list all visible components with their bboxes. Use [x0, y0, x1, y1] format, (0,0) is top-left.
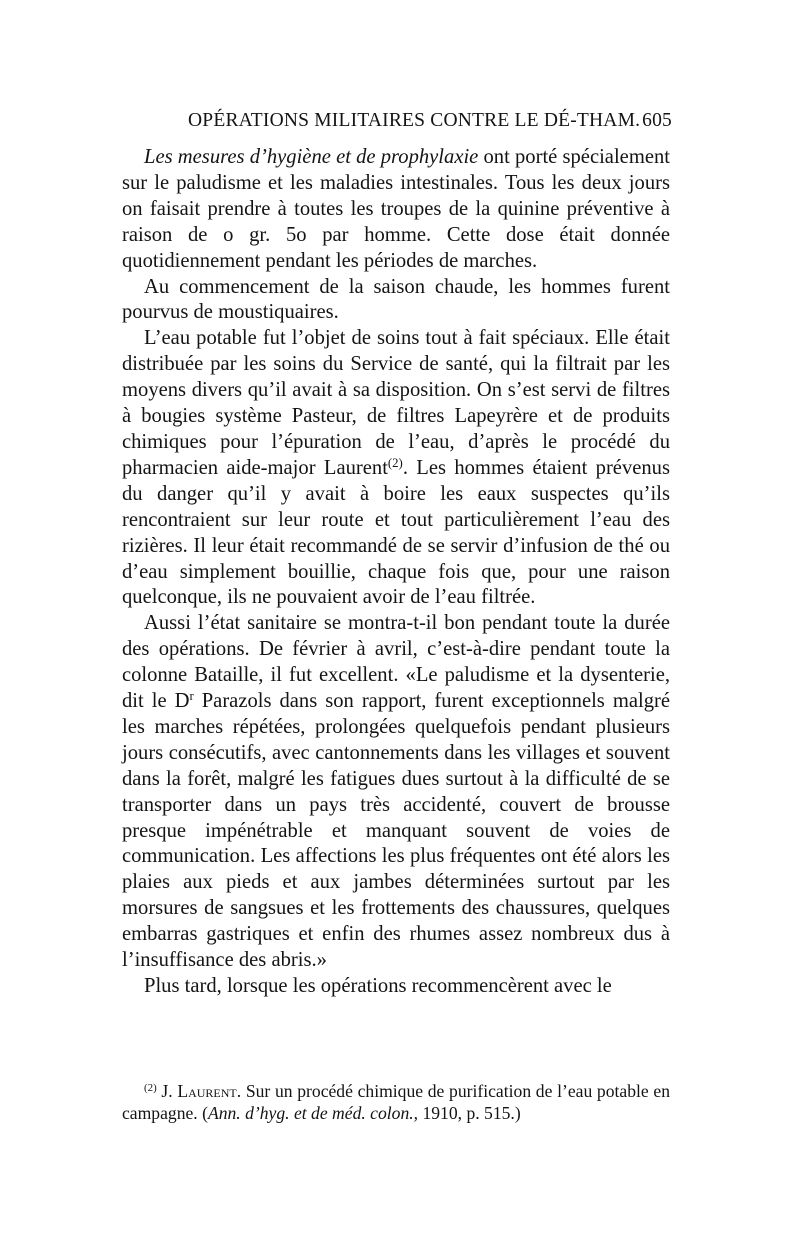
- paragraph-moustiquaires: Au commencement de la saison chaude, les hommes furent pourvus de moustiquaires.: [122, 275, 670, 324]
- paragraph-etat-sanitaire: [122, 611, 670, 974]
- paragraph-plus-tard: Plus tard, lorsque les opérations recommencèrent avec le: [144, 975, 612, 997]
- running-header: [120, 110, 680, 140]
- footnote-author: J. Laurent.: [161, 1081, 242, 1101]
- italic-phrase: Les mesures d’hygiène et de prophylaxie: [144, 146, 479, 168]
- footnote: [122, 1080, 670, 1124]
- footnote-title: Sur un procédé chimique de purification de l’eau potable en campagne. (: [122, 1081, 670, 1123]
- paragraph-eau-potable: [122, 326, 670, 611]
- paragraph-text: Parazols dans son rapport, furent exceptionnels malgré les marches répétées, prolongées quelquefois pendant plusieurs jours consécutifs, avec cantonnements dans les villages et souvent dans la forêt, malgré les fatigues dues surtout à la difficulté de se transporter dans un pays très accidenté, couvert de brousse presque impénétrable et manquant souvent de voies de communication. Les affections les plus fréquentes ont été alors les plaies aux pieds et aux jambes déterminées surtout par les morsures de sangsues et les frottements des chaussures, quelques embarras gastriques et enfin des rhumes assez nombreux dus à l’insuffisance des abris.»: [122, 690, 670, 972]
- footnote-text: [122, 1080, 670, 1124]
- superscript: r: [189, 689, 194, 704]
- paragraph-text: ont porté spécialement sur le paludisme et les maladies intestinales. Tous les deux jours on faisait prendre à toutes les troupes de la quinine préventive à raison de o gr. 5o par homme. Cette dose était donnée quotidiennement pendant les périodes de marches.: [122, 146, 670, 272]
- paragraph-text: Aussi l’état sanitaire se montra-t-il bon pendant toute la durée des opérations. De février à avril, c’est-à-dire pendant toute la colonne Bataille, il fut excellent. «Le paludisme et la dysenterie, dit le D: [122, 612, 670, 713]
- paragraph-hygiene: [122, 145, 670, 275]
- footnote-marker: (2): [144, 1082, 157, 1094]
- paragraph-text: L’eau potable fut l’objet de soins tout à fait spéciaux. Elle était distribuée par les soins du Service de santé, qui la filtrait par les moyens divers qu’il avait à sa disposition. On s’est servi de filtres à bougies système Pasteur, de filtres Lapeyrère et de produits chimiques pour l’épuration de l’eau, d’après le procédé du pharmacien aide-major Laurent: [122, 327, 670, 479]
- body-text: [122, 145, 670, 1000]
- footnote-citation: Ann. d’hyg. et de méd. colon.,: [207, 1103, 419, 1123]
- footnote-reference: (2): [387, 455, 403, 470]
- footnote-year-page: 1910, p. 515.): [418, 1103, 521, 1123]
- paragraph-text: . Les hommes étaient prévenus du danger qu’il y avait à boire les eaux suspectes qu’ils rencontraient sur leur route et tout particulièrement l’eau des rizières. Il leur était recommandé de se servir d’infusion de thé ou d’eau simplement bouillie, chaque fois que, pour une raison quelconque, ils ne pouvaient avoir de l’eau filtrée.: [122, 456, 670, 609]
- running-title: OPÉRATIONS MILITAIRES CONTRE LE DÉ-THAM.: [188, 110, 641, 131]
- page-number: 605: [642, 110, 672, 131]
